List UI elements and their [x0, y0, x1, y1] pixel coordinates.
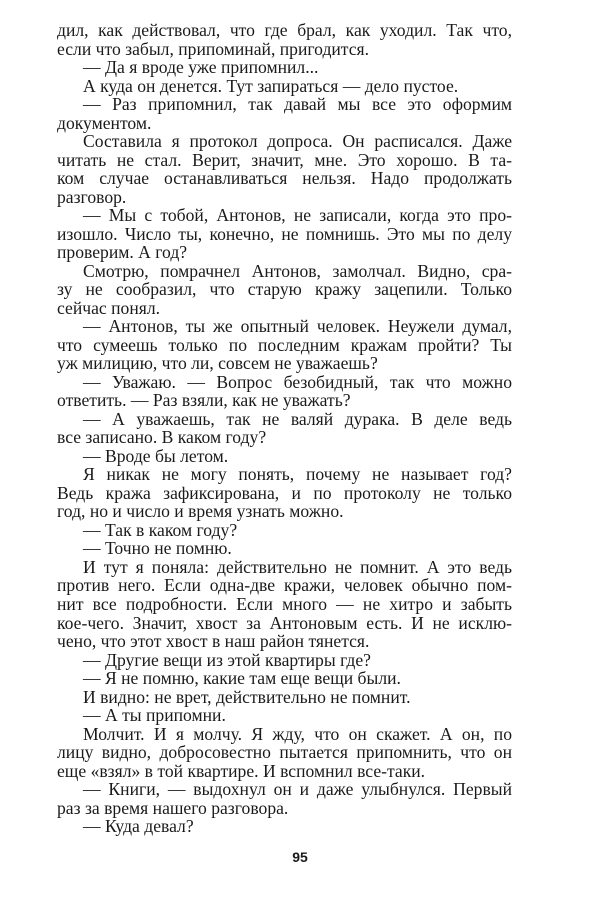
text-line: А куда он денется. Тут запираться — дело пустое.	[83, 75, 459, 96]
page-number: 95	[292, 849, 308, 865]
paragraph	[57, 317, 512, 373]
text-line: зу не сообразил, что старую кражу зацепили. Только	[57, 279, 512, 300]
text-line: Молчит. И я молчу. Я жду, что он скажет. А он, по	[83, 723, 512, 744]
text-line: год, но и число и время узнать можно.	[57, 501, 344, 522]
paragraph	[57, 58, 512, 77]
text-line: — Вроде бы летом.	[83, 445, 229, 466]
paragraph	[57, 688, 512, 707]
text-line: чено, что этот хвост в наш район тянется.	[57, 631, 370, 652]
text-line: — Да я вроде уже припомнил...	[83, 57, 319, 78]
text-line: ком случае останавливаться нельзя. Надо продолжать	[57, 168, 512, 189]
book-page-text	[57, 21, 512, 836]
text-line: — Антонов, ты же опытный человек. Неужели думал,	[83, 316, 512, 337]
text-line: — Другие вещи из этой квартиры где?	[83, 649, 371, 670]
text-line: — Мы с тобой, Антонов, не записали, когда это про-	[83, 205, 512, 226]
paragraph	[57, 410, 512, 447]
text-line: если что забыл, припоминай, пригодится.	[57, 38, 370, 59]
text-line: — Раз припомнил, так давай мы все это оформим	[83, 94, 512, 115]
text-line: Составила я протокол допроса. Он расписался. Даже	[83, 131, 512, 152]
paragraph	[57, 669, 512, 688]
text-line: Я никак не могу понять, почему не называет год?	[83, 464, 512, 485]
text-line: что сумеешь только по последним кражам пройти? Ты	[57, 334, 512, 355]
text-line: ответить. — Раз взяли, как не уважать?	[57, 390, 351, 411]
paragraph	[57, 725, 512, 781]
paragraph	[57, 373, 512, 410]
paragraph	[57, 21, 512, 58]
text-line: — Так в каком году?	[83, 519, 238, 540]
text-line: — А ты припомни.	[83, 705, 226, 726]
text-line: — Я не помню, какие там еще вещи были.	[83, 668, 401, 689]
paragraph	[57, 651, 512, 670]
paragraph	[57, 206, 512, 262]
paragraph	[57, 521, 512, 540]
text-line: уж милицию, что ли, совсем не уважаешь?	[57, 353, 378, 374]
text-line: кое-чего. Значит, хвост за Антоновым есть. И не исклю-	[57, 612, 512, 633]
text-line: все записано. В каком году?	[57, 427, 267, 448]
paragraph	[57, 817, 512, 836]
text-line: проверим. А год?	[57, 242, 188, 263]
text-line: Смотрю, помрачнел Антонов, замолчал. Видно, сра-	[83, 260, 512, 281]
text-line: Ведь кража зафиксирована, и по протоколу не только	[57, 482, 512, 503]
paragraph	[57, 447, 512, 466]
paragraph	[57, 132, 512, 206]
text-line: — А уважаешь, так не валяй дурака. В деле ведь	[83, 408, 512, 429]
paragraph	[57, 558, 512, 651]
text-line: документом.	[57, 112, 152, 133]
text-line: И видно: не врет, действительно не помнит.	[83, 686, 411, 707]
paragraph	[57, 465, 512, 521]
text-line: — Куда девал?	[83, 816, 194, 837]
text-line: изошло. Число ты, конечно, не помнишь. Это мы по делу	[57, 223, 512, 244]
paragraph	[57, 706, 512, 725]
text-line: И тут я поняла: действительно не помнит. А это ведь	[83, 556, 512, 577]
text-line: против него. Если одна-две кражи, человек обычно пом-	[57, 575, 512, 596]
text-line: читать не стал. Верит, значит, мне. Это хорошо. В та-	[57, 149, 512, 170]
text-line: нит все подробности. Если много — не хитро и забыть	[57, 593, 512, 614]
paragraph	[57, 262, 512, 318]
text-line: сейчас понял.	[57, 297, 161, 318]
text-line: — Книги, — выдохнул он и даже улыбнулся. Первый	[83, 779, 512, 800]
paragraph	[57, 539, 512, 558]
text-line: разговор.	[57, 186, 127, 207]
paragraph	[57, 780, 512, 817]
paragraph	[57, 95, 512, 132]
text-line: еще «взял» в той квартире. И вспомнил все-таки.	[57, 760, 426, 781]
text-line: раз за время нашего разговора.	[57, 797, 289, 818]
paragraph	[57, 77, 512, 96]
text-line: лицу видно, добросовестно пытается припомнить, что он	[57, 742, 512, 763]
text-line: — Точно не помню.	[83, 538, 232, 559]
text-line: дил, как действовал, что где брал, как уходил. Так что,	[57, 20, 512, 40]
text-line: — Уважаю. — Вопрос безобидный, так что можно	[83, 371, 512, 392]
